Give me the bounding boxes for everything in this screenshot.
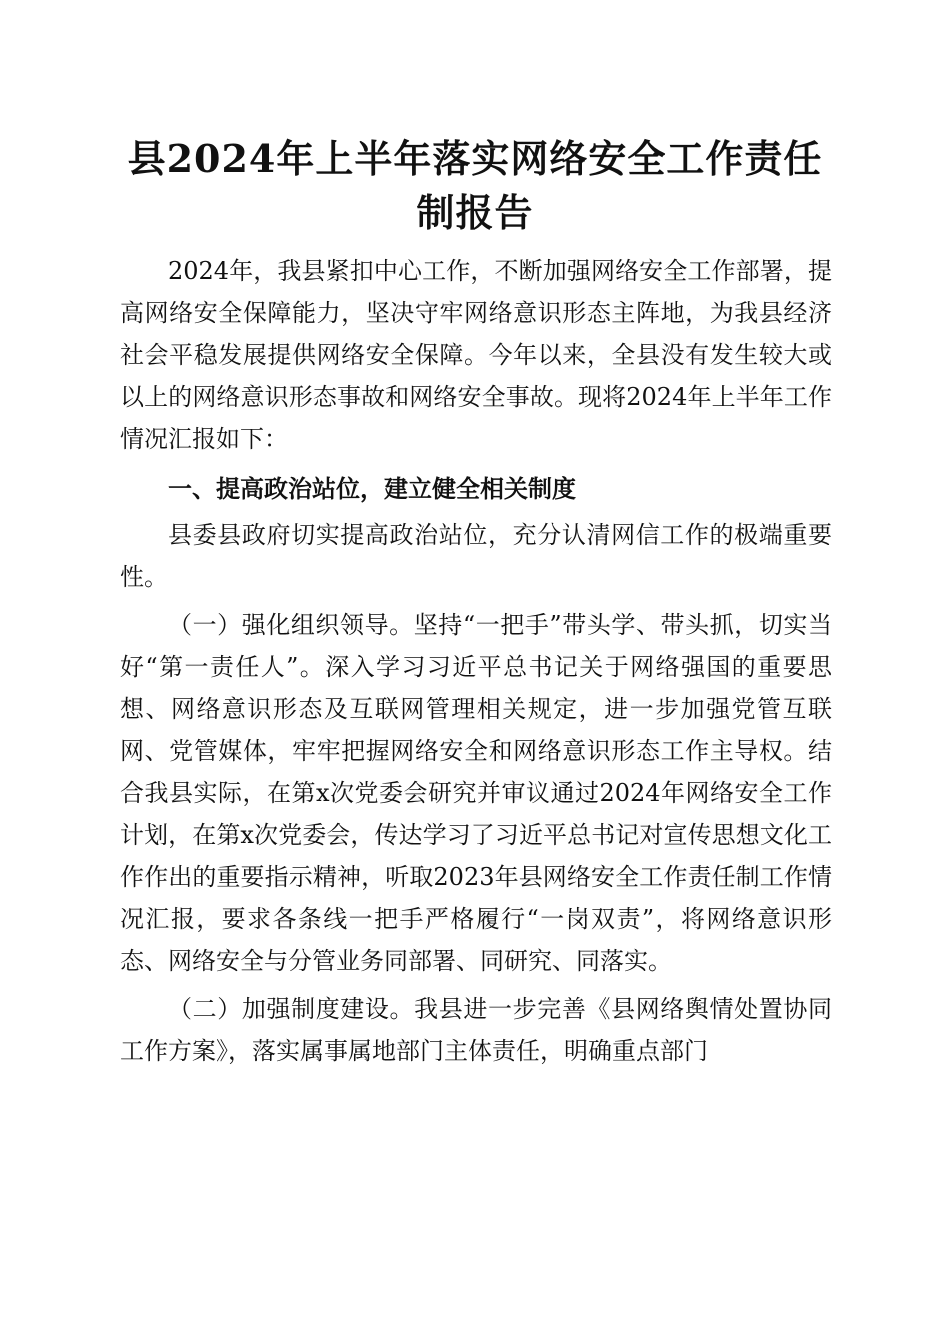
intro-paragraph: 2024年，我县紧扣中心工作，不断加强网络安全工作部署，提高网络安全保障能力，坚决守牢网络意识形态主阵地，为我县经济社会平稳发展提供网络安全保障。今年以来，全县没有发生较大或以上的网络意识形态事故和网络安全事故。现将2024年上半年工作情况汇报如下： bbox=[120, 257, 832, 453]
section-heading-1: 一、提高政治站位，建立健全相关制度 bbox=[168, 475, 576, 503]
document-body bbox=[120, 250, 832, 1072]
section-1-paragraph: 县委县政府切实提高政治站位，充分认清网信工作的极端重要性。 bbox=[120, 521, 832, 591]
subsection-1-paragraph: （一）强化组织领导。坚持“一把手”带头学、带头抓，切实当好“第一责任人”。深入学习习近平总书记关于网络强国的重要思想、网络意识形态及互联网管理相关规定，进一步加强党管互联网、党管媒体，牢牢把握网络安全和网络意识形态工作主导权。结合我县实际，在第x次党委会研究并审议通过2024年网络安全工作计划，在第x次党委会，传达学习了习近平总书记对宣传思想文化工作作出的重要指示精神，听取2023年县网络安全工作责任制工作情况汇报，要求各条线一把手严格履行“一岗双责”，将网络意识形态、网络安全与分管业务同部署、同研究、同落实。 bbox=[120, 611, 832, 975]
subsection-2-paragraph: （二）加强制度建设。我县进一步完善《县网络舆情处置协同工作方案》，落实属事属地部门主体责任，明确重点部门 bbox=[120, 995, 832, 1065]
document-title: 县2024年上半年落实网络安全工作责任制报告 bbox=[127, 136, 823, 235]
